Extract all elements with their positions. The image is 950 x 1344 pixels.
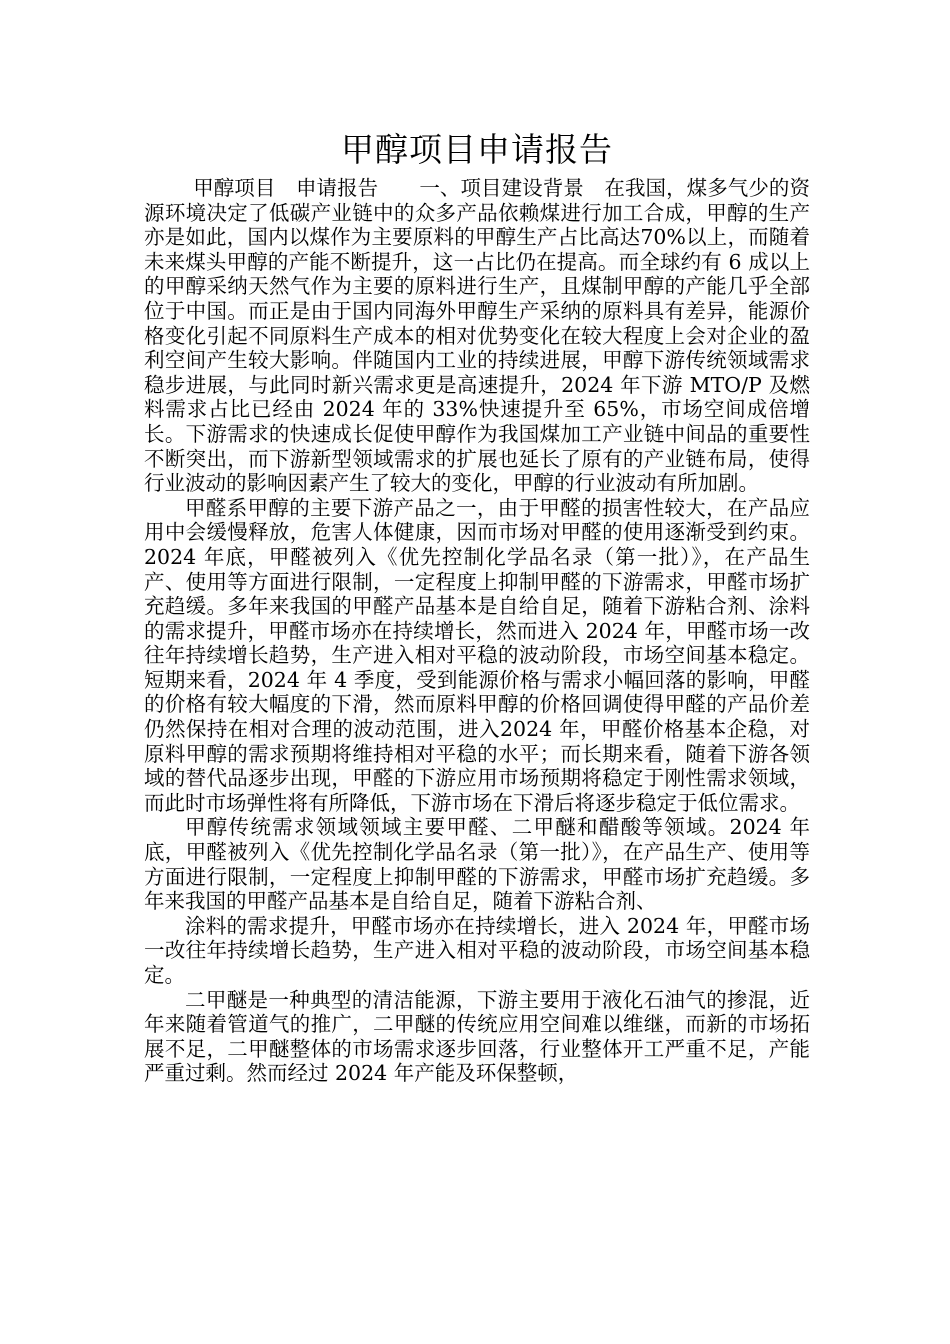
document-title: 甲醇项目申请报告 — [341, 130, 613, 169]
paragraph-traditional-demand: 甲醇传统需求领域领域主要甲醛、二甲醚和醋酸等领域。2024 年底，甲醛被列入《优先控制化学品名录（第一批）》，在产品生产、使用等方面进行限制，一定程度上抑制甲醛的下游需求，甲醛市场扩充趋缓。多年来我国的甲醛产品基本是自给自足，随着下游粘合剂、 — [144, 815, 810, 914]
paragraph-background: 甲醇项目 申请报告 一、项目建设背景 在我国，煤多气少的资源环境决定了低碳产业链中的众多产品依赖煤进行加工合成，甲醇的生产亦是如此，国内以煤作为主要原料的甲醇生产占比高达70%以上，而随着未来煤头甲醇的产能不断提升，这一占比仍在提高。而全球约有 6 成以上的甲醇采纳天然气作为主要的原料进行生产，且煤制甲醇的产能几乎全部位于中国。而正是由于国内同海外甲醇生产采纳的原料具有差异，能源价格变化引起不同原料生产成本的相对优势变化在较大程度上会对企业的盈利空间产生较大影响。伴随国内工业的持续进展，甲醇下游传统领域需求稳步进展，与此同时新兴需求更是高速提升，2024 年下游 MTO/P 及燃料需求占比已经由 2024 年的 33%快速提升至 65%，市场空间成倍增长。下游需求的快速成长促使甲醇作为我国煤加工产业链中间品的重要性不断突出，而下游新型领域需求的扩展也延长了原有的产业链布局，使得行业波动的影响因素产生了较大的变化，甲醇的行业波动有所加剧。 — [144, 176, 810, 496]
paragraph-coatings-demand: 涂料的需求提升，甲醛市场亦在持续增长，进入 2024 年，甲醛市场一改往年持续增长趋势，生产进入相对平稳的波动阶段，市场空间基本稳定。 — [144, 913, 810, 987]
paragraph-formaldehyde: 甲醛系甲醇的主要下游产品之一，由于甲醛的损害性较大，在产品应用中会缓慢释放，危害人体健康，因而市场对甲醛的使用逐渐受到约束。2024 年底，甲醛被列入《优先控制化学品名录（第一批）》，在产品生产、使用等方面进行限制，一定程度上抑制甲醛的下游需求，甲醛市场扩充趋缓。多年来我国的甲醛产品基本是自给自足，随着下游粘合剂、涂料的需求提升，甲醛市场亦在持续增长，然而进入 2024 年，甲醛市场一改往年持续增长趋势，生产进入相对平稳的波动阶段，市场空间基本稳定。短期来看，2024 年 4 季度，受到能源价格与需求小幅回落的影响，甲醛的价格有较大幅度的下滑，然而原料甲醇的价格回调使得甲醛的产品价差仍然保持在相对合理的波动范围，进入2024 年，甲醛价格基本企稳，对原料甲醇的需求预期将维持相对平稳的水平；而长期来看，随着下游各领域的替代品逐步出现，甲醛的下游应用市场预期将稳定于刚性需求领域，而此时市场弹性将有所降低，下游市场在下滑后将逐步稳定于低位需求。 — [144, 495, 810, 815]
paragraph-dimethyl-ether: 二甲醚是一种典型的清洁能源，下游主要用于液化石油气的掺混，近年来随着管道气的推广，二甲醚的传统应用空间难以维继，而新的市场拓展不足，二甲醚整体的市场需求逐步回落，行业整体开工严重不足，产能严重过剩。然而经过 2024 年产能及环保整顿， — [144, 987, 810, 1086]
